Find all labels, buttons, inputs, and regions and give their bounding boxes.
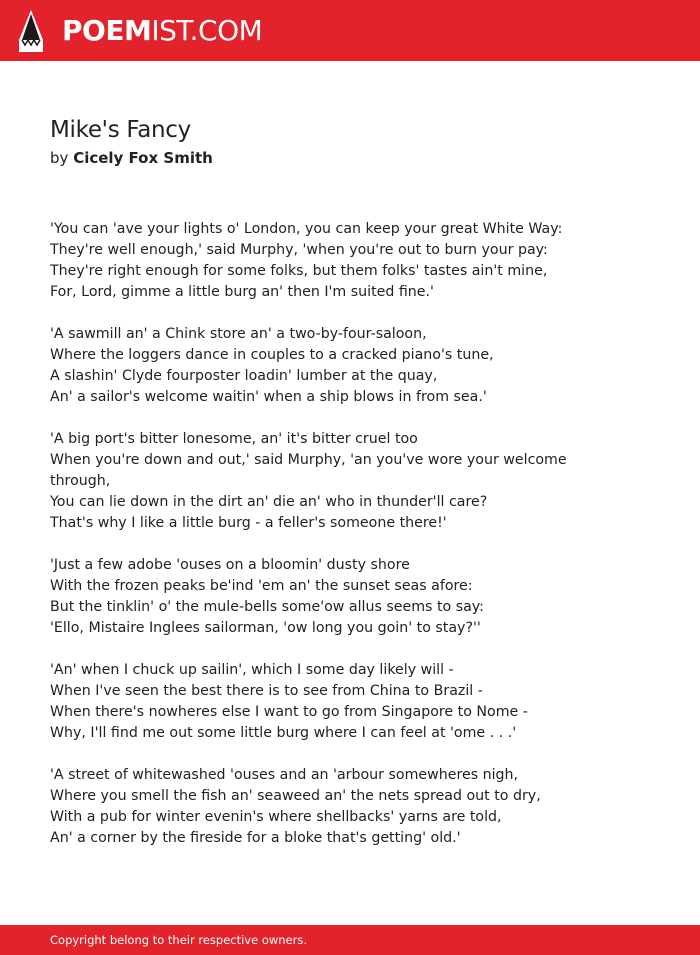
- author-name: Cicely Fox Smith: [73, 149, 213, 167]
- poem-line: They're well enough,' said Murphy, 'when you're out to burn your pay:: [50, 242, 548, 258]
- byline: [50, 149, 213, 167]
- stanza: [50, 660, 610, 744]
- site-header: [0, 0, 700, 61]
- poem-line: When you're down and out,' said Murphy, 'an you've wore your welcome: [50, 452, 567, 468]
- poem-line: 'An' when I chuck up sailin', which I some day likely will -: [50, 662, 454, 678]
- poem-line: Why, I'll find me out some little burg where I can feel at 'ome . . .': [50, 725, 517, 741]
- stanza: [50, 219, 610, 303]
- poem-line: When there's nowheres else I want to go from Singapore to Nome -: [50, 704, 528, 720]
- poem-line: 'A street of whitewashed 'ouses and an 'arbour somewheres nigh,: [50, 767, 519, 783]
- stanza: [50, 324, 610, 408]
- brand-light: IST.COM: [151, 14, 263, 47]
- poem-line: That's why I like a little burg - a feller's someone there!': [50, 515, 447, 531]
- poem-line: But the tinklin' o' the mule-bells some'ow allus seems to say:: [50, 599, 484, 615]
- stanza: [50, 429, 610, 534]
- poem-line: For, Lord, gimme a little burg an' then I'm suited fine.': [50, 284, 434, 300]
- poem-line: An' a sailor's welcome waitin' when a ship blows in from sea.': [50, 389, 487, 405]
- poem-line: 'You can 'ave your lights o' London, you can keep your great White Way:: [50, 221, 563, 237]
- poem-line: When I've seen the best there is to see from China to Brazil -: [50, 683, 483, 699]
- pencil-tip-icon[interactable]: [18, 10, 44, 52]
- poem-line: 'A big port's bitter lonesome, an' it's bitter cruel too: [50, 431, 418, 447]
- poem-line: They're right enough for some folks, but them folks' tastes ain't mine,: [50, 263, 548, 279]
- poem-line: With the frozen peaks be'ind 'em an' the sunset seas afore:: [50, 578, 473, 594]
- poem-line: 'Ello, Mistaire Inglees sailorman, 'ow long you goin' to stay?'': [50, 620, 481, 636]
- poem-line: With a pub for winter evenin's where shellbacks' yarns are told,: [50, 809, 502, 825]
- poem-line: You can lie down in the dirt an' die an' who in thunder'll care?: [50, 494, 488, 510]
- poem-line: 'A sawmill an' a Chink store an' a two-by-four-saloon,: [50, 326, 427, 342]
- poem-line: 'Just a few adobe 'ouses on a bloomin' dusty shore: [50, 557, 410, 573]
- site-footer: [0, 925, 700, 955]
- site-logo-link[interactable]: [62, 13, 262, 49]
- stanza: [50, 555, 610, 639]
- poem-line: through,: [50, 473, 111, 489]
- poem-line: An' a corner by the fireside for a bloke that's getting' old.': [50, 830, 461, 846]
- copyright-text: Copyright belong to their respective owners.: [50, 933, 308, 947]
- poem-line: A slashin' Clyde fourposter loadin' lumber at the quay,: [50, 368, 438, 384]
- poem-line: Where you smell the fish an' seaweed an' the nets spread out to dry,: [50, 788, 541, 804]
- poem-line: Where the loggers dance in couples to a cracked piano's tune,: [50, 347, 494, 363]
- stanza: [50, 765, 610, 849]
- poem-body: [50, 219, 610, 870]
- by-label: by: [50, 149, 69, 167]
- poem-title: Mike's Fancy: [50, 117, 191, 143]
- brand-bold: POEM: [62, 14, 152, 47]
